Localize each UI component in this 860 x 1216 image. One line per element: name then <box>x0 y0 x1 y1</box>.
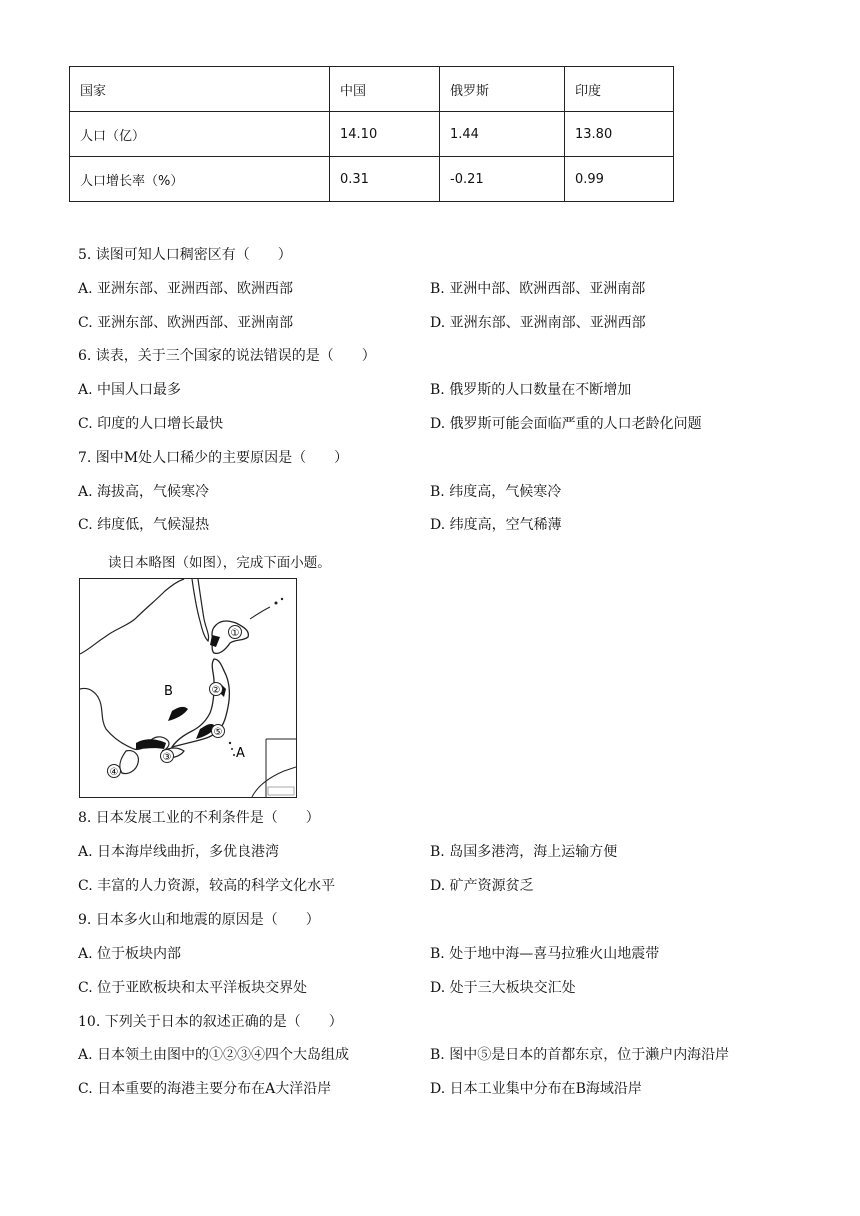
question-stem: 10. 下列关于日本的叙述正确的是（ ） <box>78 1014 343 1030</box>
table-cell: 中国 <box>330 67 440 112</box>
question-stem: 8. 日本发展工业的不利条件是（ ） <box>78 810 320 826</box>
table-cell: 1.44 <box>440 112 565 157</box>
map-label-1: ① <box>230 628 240 639</box>
map-label-a: A <box>236 746 245 761</box>
map-label-2: ② <box>211 685 221 696</box>
table-cell: 俄罗斯 <box>440 67 565 112</box>
option-c: C. 位于亚欧板块和太平洋板块交界处 <box>78 980 308 996</box>
table-header-row <box>70 67 674 112</box>
option-a: A. 位于板块内部 <box>78 946 182 962</box>
table-cell: 13.80 <box>565 112 674 157</box>
question-stem: 9. 日本多火山和地震的原因是（ ） <box>78 912 320 928</box>
table-cell: 0.99 <box>565 157 674 202</box>
table-row <box>70 157 674 202</box>
option-d: D. 纬度高，空气稀薄 <box>430 517 562 533</box>
population-table <box>69 66 674 202</box>
japan-map <box>79 578 297 798</box>
map-intro-text: 读日本略图（如图），完成下面小题。 <box>108 555 331 571</box>
map-label-3: ③ <box>162 752 172 763</box>
option-c: C. 纬度低，气候湿热 <box>78 517 210 533</box>
table-cell: 人口（亿） <box>70 112 330 157</box>
table-row <box>70 112 674 157</box>
option-c: C. 亚洲东部、欧洲西部、亚洲南部 <box>78 315 294 331</box>
option-b: B. 俄罗斯的人口数量在不断增加 <box>430 382 632 398</box>
map-label-5: ⑤ <box>213 727 223 738</box>
option-d: D. 处于三大板块交汇处 <box>430 980 576 996</box>
option-c: C. 印度的人口增长最快 <box>78 416 224 432</box>
option-b: B. 处于地中海—喜马拉雅火山地震带 <box>430 946 660 962</box>
option-c: C. 日本重要的海港主要分布在A大洋沿岸 <box>78 1081 332 1097</box>
option-d: D. 亚洲东部、亚洲南部、亚洲西部 <box>430 315 646 331</box>
option-a: A. 亚洲东部、亚洲西部、欧洲西部 <box>78 281 294 297</box>
option-b: B. 纬度高，气候寒冷 <box>430 484 562 500</box>
option-d: D. 日本工业集中分布在B海域沿岸 <box>430 1081 642 1097</box>
option-c: C. 丰富的人力资源，较高的科学文化水平 <box>78 878 336 894</box>
option-b: B. 亚洲中部、欧洲西部、亚洲南部 <box>430 281 646 297</box>
option-b: B. 岛国多港湾，海上运输方便 <box>430 844 618 860</box>
question-stem: 6. 读表，关于三个国家的说法错误的是（ ） <box>78 348 376 364</box>
question-stem: 7. 图中M处人口稀少的主要原因是（ ） <box>78 450 349 466</box>
option-a: A. 中国人口最多 <box>78 382 182 398</box>
table-cell: 14.10 <box>330 112 440 157</box>
option-a: A. 日本领土由图中的①②③④四个大岛组成 <box>78 1047 350 1063</box>
map-label-4: ④ <box>109 767 119 778</box>
option-d: D. 矿产资源贫乏 <box>430 878 534 894</box>
table-cell: 国家 <box>70 67 330 112</box>
table-cell: -0.21 <box>440 157 565 202</box>
option-b: B. 图中⑤是日本的首都东京，位于濑户内海沿岸 <box>430 1047 730 1063</box>
japan-map-drawing <box>80 579 296 797</box>
option-a: A. 日本海岸线曲折，多优良港湾 <box>78 844 280 860</box>
option-a: A. 海拔高，气候寒冷 <box>78 484 210 500</box>
question-stem: 5. 读图可知人口稠密区有（ ） <box>78 247 292 263</box>
option-d: D. 俄罗斯可能会面临严重的人口老龄化问题 <box>430 416 702 432</box>
table-cell: 印度 <box>565 67 674 112</box>
map-label-b: B <box>164 684 173 699</box>
table-cell: 0.31 <box>330 157 440 202</box>
table-cell: 人口增长率（%） <box>70 157 330 202</box>
